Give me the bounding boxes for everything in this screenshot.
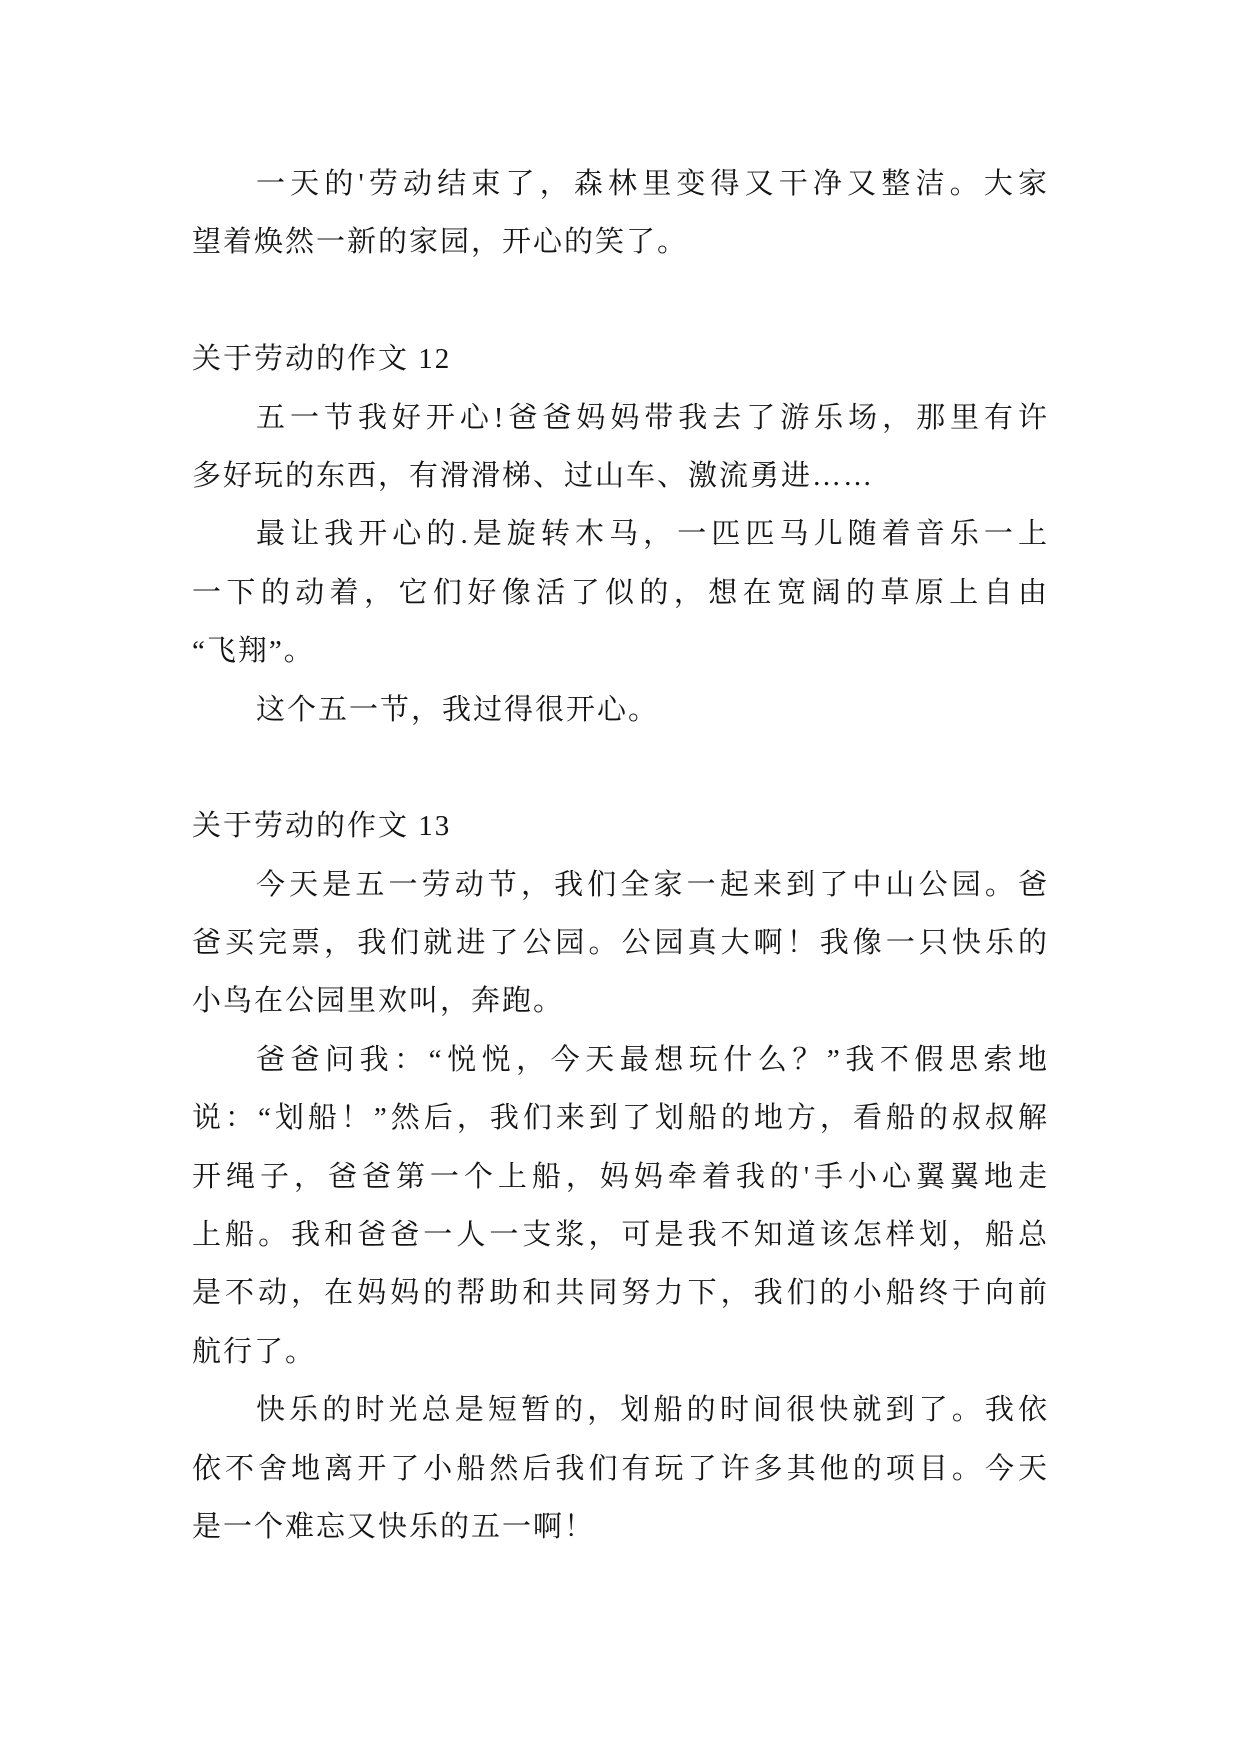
text-line: 多好玩的东西，有滑滑梯、过山车、激流勇进…… — [192, 459, 875, 492]
section-heading: 关于劳动的作文 13 — [192, 810, 452, 843]
text-line: 说：“划船！”然后，我们来到了划船的地方，看船的叔叔解 — [192, 1102, 1049, 1135]
text-line: 快乐的时光总是短暂的，划船的时间很快就到了。我依 — [256, 1394, 1049, 1427]
text-line: 小鸟在公园里欢叫，奔跑。 — [192, 985, 565, 1018]
text-line: 一天的'劳动结束了，森林里变得又干净又整洁。大家 — [256, 168, 1049, 200]
text-line: 依不舍地离开了小船然后我们有玩了许多其他的项目。今天 — [192, 1452, 1049, 1485]
document-body — [192, 155, 1049, 1556]
text-line: 一下的动着，它们好像活了似的，想在宽阔的草原上自由 — [192, 576, 1049, 609]
essay-section — [192, 797, 1049, 1556]
text-line: 上船。我和爸爸一人一支浆，可是我不知道该怎样划，船总 — [192, 1219, 1049, 1252]
text-line: 航行了。 — [192, 1335, 317, 1368]
text-line: 这个五一节，我过得很开心。 — [256, 693, 660, 726]
essay-section — [192, 330, 1049, 739]
text-line: 开绳子，爸爸第一个上船，妈妈牵着我的'手小心翼翼地走 — [192, 1160, 1049, 1193]
paragraph — [192, 856, 1049, 1031]
text-line: 是一个难忘又快乐的五一啊！ — [192, 1510, 596, 1543]
paragraph — [192, 681, 1049, 739]
paragraph — [192, 155, 1049, 272]
text-line: 五一节我好开心!爸爸妈妈带我去了游乐场，那里有许 — [256, 401, 1049, 434]
paragraph — [192, 505, 1049, 680]
text-line: 最让我开心的.是旋转木马，一匹匹马儿随着音乐一上 — [256, 518, 1049, 551]
text-line: 是不动，在妈妈的帮助和共同努力下，我们的小船终于向前 — [192, 1277, 1049, 1310]
text-line: “飞翔”。 — [192, 635, 315, 668]
section-heading: 关于劳动的作文 12 — [192, 343, 452, 376]
paragraph — [192, 389, 1049, 506]
text-line: 望着焕然一新的家园，开心的笑了。 — [192, 226, 689, 259]
text-line: 爸爸问我：“悦悦，今天最想玩什么？”我不假思索地 — [256, 1043, 1049, 1076]
text-line: 今天是五一劳动节，我们全家一起来到了中山公园。爸 — [256, 868, 1049, 901]
paragraph — [192, 1381, 1049, 1556]
text-line: 爸买完票，我们就进了公园。公园真大啊！我像一只快乐的 — [192, 927, 1049, 960]
paragraph — [192, 1031, 1049, 1381]
